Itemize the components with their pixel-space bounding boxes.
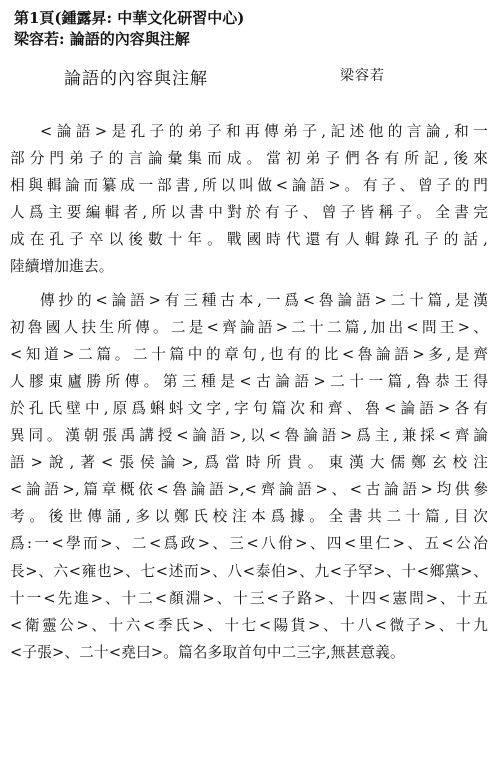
text-line: 人爲主要編輯者,所以書中對於有子、曾子皆稱子。全書完 <box>10 204 488 222</box>
text-line: 陸續增加進去。 <box>10 258 114 276</box>
text-line: <知道>二篇。二十篇中的章句,也有的比<魯論語>多,是齊 <box>10 345 488 363</box>
text-line: 異同。漢朝張禹講授<論語>,以<魯論語>爲主,兼採<齊論 <box>10 427 488 445</box>
text-line: 長>、六<雍也>、七<述而>、八<泰伯>、九<子罕>、十<鄉黨>、 <box>10 562 488 580</box>
text-line: 部分門弟子的言論彙集而成。當初弟子們各有所記,後來 <box>10 150 488 168</box>
header-source-line: 第1頁(鍾露昇: 中華文化研習中心) <box>14 9 245 27</box>
text-line: <論語>是孔子的弟子和再傳弟子,記述他的言論,和一 <box>40 123 488 140</box>
text-line: 考。後世傳誦,多以鄭氏校注本爲據。全書共二十篇,目次 <box>10 508 488 526</box>
text-line: 於孔氏壁中,原爲蝌蚪文字,字句篇次和齊、魯<論語>各有 <box>10 399 488 417</box>
text-line: <子張>、二十<堯曰>。篇名多取首句中二三字,無甚意義。 <box>10 643 405 661</box>
text-line: 十一<先進>、十二<顏淵>、十三<子路>、十四<憲問>、十五 <box>10 589 488 607</box>
page-header <box>14 8 244 50</box>
text-line: <衛靈公>、十六<季氏>、十七<陽貨>、十八<微子>、十九 <box>10 616 488 634</box>
text-line: 初魯國人扶生所傳。二是<齊論語>二十二篇,加出<問王>、 <box>10 318 488 336</box>
text-line: 語>說,著<張侯論>,爲當時所貴。東漢大儒鄭玄校注 <box>10 454 488 472</box>
header-article-line: 梁容若: 論語的內容與注解 <box>14 30 190 48</box>
paragraph-2 <box>10 287 488 666</box>
article-body <box>10 118 488 672</box>
text-line: 爲:一<學而>、二<爲政>、三<八佾>、四<里仁>、五<公冶 <box>10 535 488 553</box>
text-line: 相與輯論而纂成一部書,所以叫做<論語>。有子、曾子的門 <box>10 177 488 195</box>
text-line: 成在孔子卒以後數十年。戰國時代還有人輯錄孔子的話, <box>10 231 488 249</box>
text-line: <論語>,篇章概依<魯論語>,<齊論語>、<古論語>均供參 <box>10 481 488 499</box>
article-title: 論語的內容與注解 <box>64 69 208 89</box>
article-author: 梁容若 <box>340 68 385 84</box>
paragraph-1 <box>10 118 488 281</box>
text-line: 傳抄的<論語>有三種古本,一爲<魯論語>二十篇,是漢 <box>40 291 488 309</box>
title-row <box>0 64 500 88</box>
text-line: 人膠東廬勝所傳。第三種是<古論語>二十一篇,魯恭王得 <box>10 372 488 390</box>
